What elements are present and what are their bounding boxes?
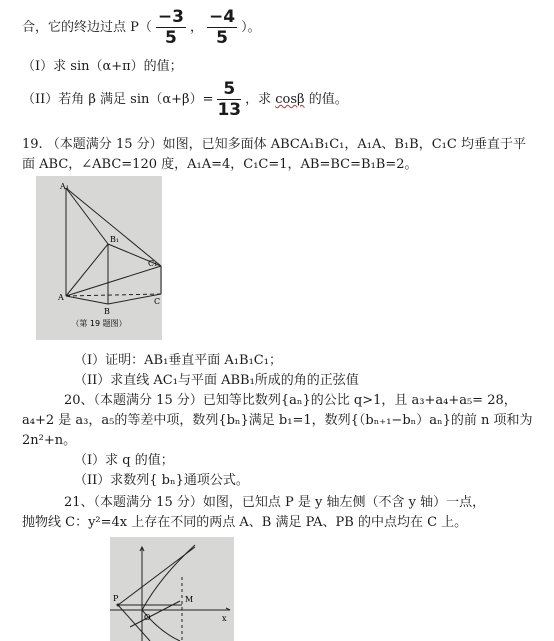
p19-sub1: （I）证明：AB₁垂直平面 A₁B₁C₁； <box>74 353 282 368</box>
prev-line: 合，它的终边过点 P（ $\frac{-3}{5}$ ， $\frac{-4}{5}$ ）。 <box>22 7 261 48</box>
p19-line1: 19. （本题满分 15 分）如图，已知多面体 ABCA₁B₁C₁，A₁A、B₁B，C₁C 均垂直于平 <box>22 137 526 152</box>
label-c1: C₁ <box>148 259 158 268</box>
p20-line2: a₄+2 是 a₃，a₅的等差中项，数列{bₙ}满足 b₁=1，数列{（bₙ₊₁−bₙ）aₙ}的前 n 项和为 <box>22 413 533 428</box>
label-x: x <box>222 614 227 623</box>
p19-line2: 面 ABC，∠ABC=120 度，A₁A=4，C₁C=1，AB=BC=B₁B=2。 <box>22 157 418 172</box>
prev-prefix: 合，它的终边过点 P（ <box>22 20 152 35</box>
label-a1: A₁ <box>60 182 69 191</box>
label-c: C <box>154 297 161 306</box>
polyhedron-diagram <box>36 176 162 340</box>
label-a: A <box>58 293 64 302</box>
p21-line1: 21、（本题满分 15 分）如图，已知点 P 是 y 轴左侧（不含 y 轴）一点， <box>64 495 486 510</box>
question-1: （I）求 sin（α+π）的值； <box>22 59 183 74</box>
label-p: P <box>113 594 119 603</box>
question-2: （II）若角 β 满足 sin（α+β）= $\frac{5}{13}$ ，求 cosβ 的值。 <box>22 79 348 120</box>
p21-line2: 抛物线 C：y²=4x 上存在不同的两点 A、B 满足 PA、PB 的中点均在 C 上。 <box>22 515 468 530</box>
p20-line3: 2n²+n。 <box>22 433 77 448</box>
fraction-neg3-5: $\frac{-3}{5}$ <box>157 7 184 48</box>
label-m: M <box>185 595 194 604</box>
figure-19 <box>36 176 162 340</box>
label-o: O <box>144 613 151 622</box>
p20-sub2: （II）求数列{ bₙ}通项公式。 <box>74 473 249 488</box>
parabola-diagram <box>110 537 234 641</box>
label-b: B <box>104 307 110 316</box>
p19-sub2: （II）求直线 AC₁与平面 ABB₁所成的角的正弦值 <box>74 373 359 388</box>
label-b1: B₁ <box>110 235 120 244</box>
p20-line1: 20、（本题满分 15 分）已知等比数列{aₙ}的公比 q>1，且 a₃+a₄+a₅= 28， <box>64 393 517 408</box>
fraction-5-13: $\frac{5}{13}$ <box>217 79 242 120</box>
figure-21 <box>110 537 234 641</box>
p20-sub1: （I）求 q 的值； <box>74 453 174 468</box>
figure-19-caption: （第 19 题图） <box>71 319 127 328</box>
cos-beta: cosβ <box>275 92 305 107</box>
fraction-neg4-5: $\frac{-4}{5}$ <box>208 7 236 48</box>
